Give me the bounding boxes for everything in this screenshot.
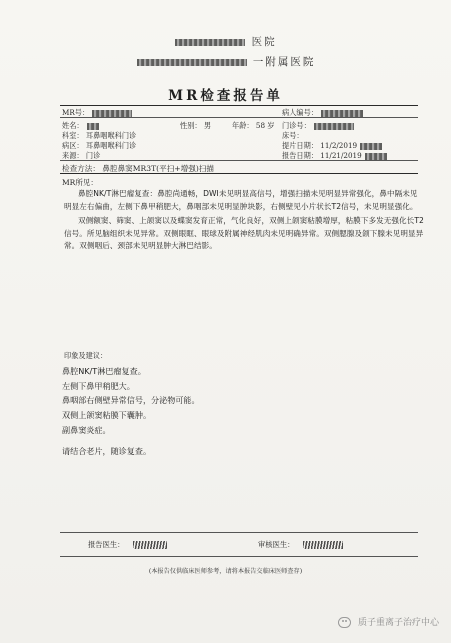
patient-number-field: 病人编号： <box>282 108 364 118</box>
report-title: MR检查报告单 <box>168 88 283 104</box>
watermark-text: 质子重离子治疗中心 <box>357 618 439 628</box>
footer-note: (本报告仅供临床医师参考，请将本报告交临床医师查存) <box>148 568 303 575</box>
report-date-field: 报告日期： 11/21/2019 <box>282 151 388 161</box>
advice-text: 请结合老片，随诊复查。 <box>62 446 152 456</box>
findings-paragraph: 鼻腔NK/T淋巴瘤复查：鼻腔尚通畅，DWI未见明显高信号，增强扫描未见明显异常强化，鼻中隔未见明显左右偏曲，左侧下鼻甲稍肥大，鼻咽部未见明显肿块影，右侧壁见小片状长T2信号，未见明显强化。 <box>64 189 418 211</box>
wechat-icon <box>338 617 351 628</box>
apply-date-value: 11/2/2019 <box>320 141 358 150</box>
age-value: 58 岁 <box>255 121 275 130</box>
header-divider <box>60 105 418 106</box>
impression-item: 鼻咽部右侧壁异常信号，分泌物可能。 <box>62 395 200 406</box>
exam-method-value: 鼻腔鼻窦MR3T(平扫+增强)扫描 <box>102 164 215 173</box>
signature-top-divider <box>60 532 418 533</box>
mr-number-field: MR号： <box>62 108 133 118</box>
hospital-name-line2 <box>0 54 451 69</box>
reporter-signature-field: 报告医生： <box>88 540 167 550</box>
exam-method-divider <box>60 173 418 174</box>
report-date-value: 11/21/2019 <box>320 151 362 160</box>
ward-value: 耳鼻咽喉科门诊 <box>85 141 137 150</box>
sex-field: 性别： 男 <box>180 121 212 130</box>
meta-top-divider <box>60 117 418 118</box>
reviewer-signature-image <box>303 541 343 549</box>
exam-method-field: 检查方法： 鼻腔鼻窦MR3T(平扫+增强)扫描 <box>62 164 215 173</box>
reviewer-signature-field: 审核医生： <box>258 540 343 550</box>
redacted-outpatient-number <box>314 123 354 130</box>
findings-text <box>64 188 424 255</box>
findings-paragraph: 双侧额窦、筛窦、上颌窦以及蝶窦发育正常，气化良好，双侧上颌窦粘膜增厚，粘膜下多发无强化长T2信号。所见脑组织未见异常。双侧眼眶、眼球及附属神经肌肉未见明确异常。双侧腮腺及颌下腺未见明显异常。双侧咽后、颈部未见明显肿大淋巴结影。 <box>64 216 424 251</box>
ward-field: 病区： 耳鼻咽喉科门诊 <box>62 141 137 150</box>
department-value: 耳鼻咽喉科门诊 <box>85 131 137 140</box>
watermark <box>338 615 439 628</box>
signature-bottom-divider <box>60 556 418 557</box>
impression-list <box>62 364 362 438</box>
name-field: 姓名： <box>62 121 100 131</box>
age-field: 年龄： 58 岁 <box>232 121 275 130</box>
hospital-name-line1 <box>0 34 451 49</box>
impression-item: 双侧上颌窦粘膜下囊肿。 <box>62 410 152 421</box>
impression-item: 鼻腔NK/T淋巴瘤复查。 <box>62 366 146 376</box>
source-field: 来源： 门诊 <box>62 151 101 160</box>
redacted-university-name <box>137 59 247 66</box>
redacted-patient-number <box>321 110 363 117</box>
hospital-line2-text: 一附属医院 <box>252 56 316 68</box>
redacted-report-time <box>365 153 387 160</box>
hospital-line1-text: 医院 <box>251 36 277 48</box>
redacted-hospital-prefix <box>175 39 245 46</box>
sex-value: 男 <box>203 121 212 130</box>
source-value: 门诊 <box>85 151 101 160</box>
outpatient-number-field: 门诊号： <box>282 121 355 131</box>
impression-item: 左侧下鼻甲稍肥大。 <box>62 380 135 391</box>
department-field: 科室： 耳鼻咽喉科门诊 <box>62 131 137 140</box>
meta-bottom-divider <box>60 160 418 161</box>
redacted-apply-time <box>360 143 382 150</box>
redacted-mr-number <box>92 110 132 117</box>
bed-field: 床号： <box>282 131 304 140</box>
reporter-signature-image <box>133 541 167 549</box>
redacted-name <box>87 123 99 130</box>
impression-item: 副鼻窦炎症。 <box>62 424 111 435</box>
impression-label: 印象及建议： <box>64 351 108 360</box>
apply-date-field: 提片日期： 11/2/2019 <box>282 141 383 151</box>
findings-label: MR所见： <box>62 178 98 187</box>
